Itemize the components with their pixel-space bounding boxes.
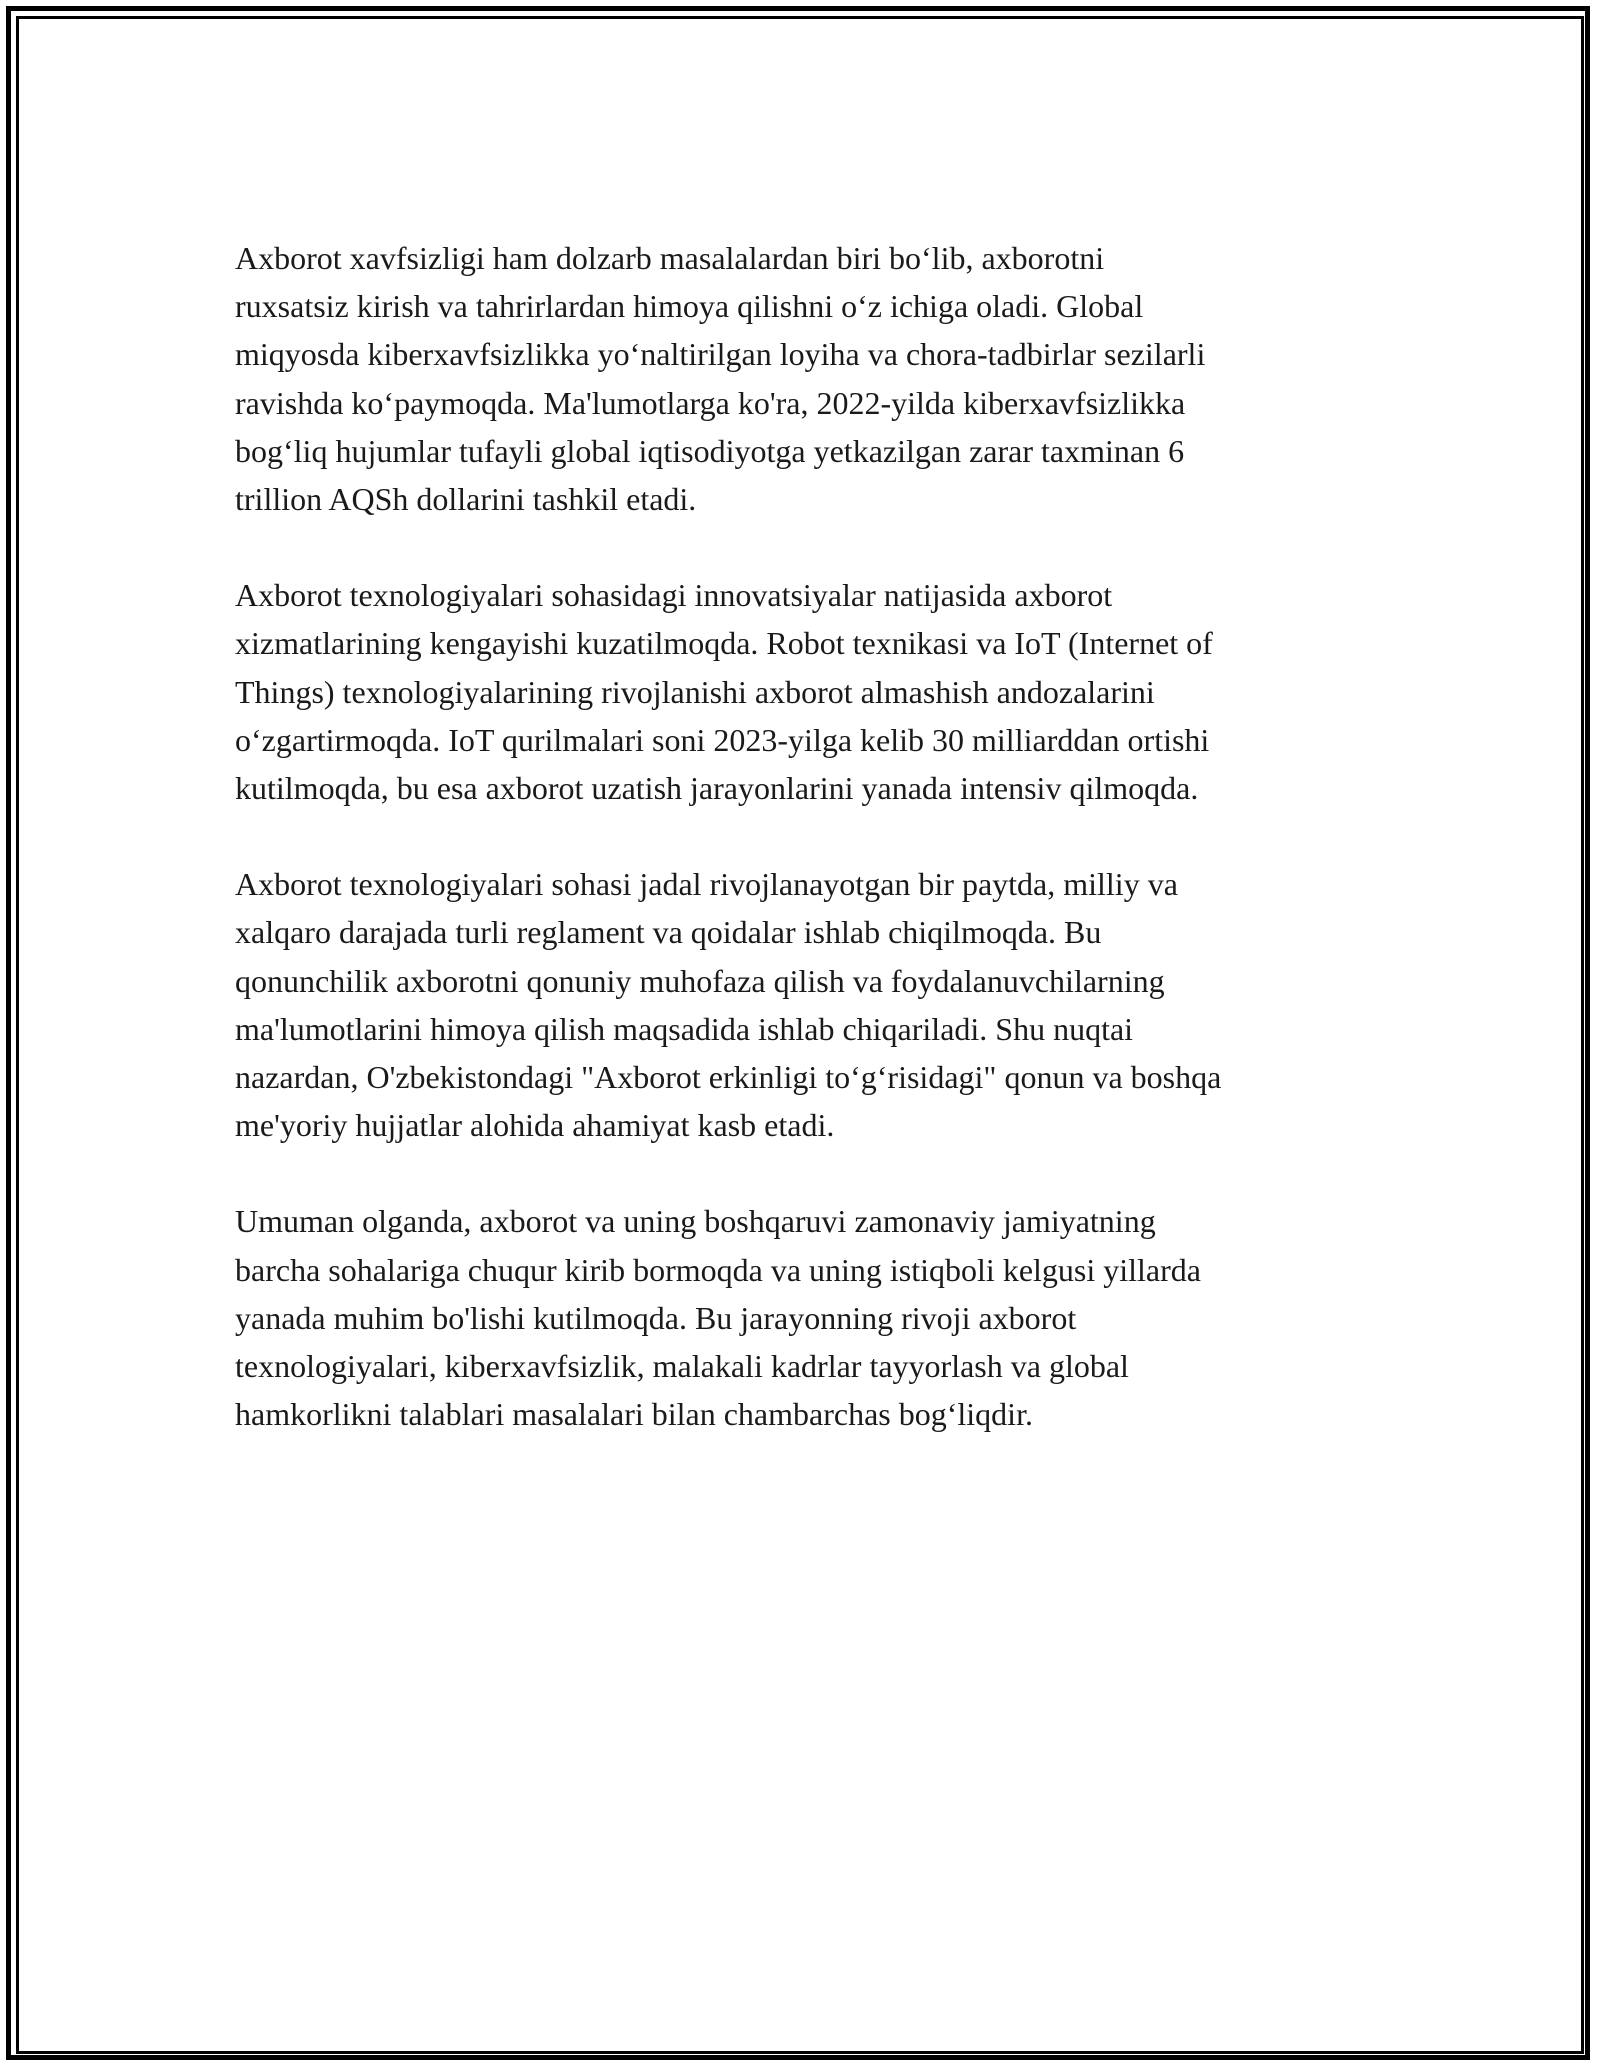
text-line: texnologiyalari, kiberxavfsizlik, malakali kadrlar tayyorlash va global — [235, 1348, 1129, 1385]
text-line: ruxsatsiz kirish va tahrirlardan himoya qilishni o‘z ichiga oladi. Global — [235, 288, 1144, 325]
text-line: Axborot texnologiyalari sohasi jadal rivojlanayotgan bir paytda, milliy va — [235, 866, 1178, 903]
document-body — [235, 234, 1370, 1486]
text-line: kutilmoqda, bu esa axborot uzatish jarayonlarini yanada intensiv qilmoqda. — [235, 770, 1199, 807]
paragraph-regulations — [235, 860, 1370, 1149]
text-line: ravishda ko‘paymoqda. Ma'lumotlarga ko'ra, 2022-yilda kiberxavfsizlikka — [235, 384, 1186, 421]
paragraph-conclusion — [235, 1197, 1370, 1438]
text-line: Axborot texnologiyalari sohasidagi innovatsiyalar natijasida axborot — [235, 577, 1113, 614]
text-line: qonunchilik axborotni qonuniy muhofaza qilish va foydalanuvchilarning — [235, 962, 1165, 999]
text-line: xizmatlarining kengayishi kuzatilmoqda. Robot texnikasi va IoT (Internet of — [235, 625, 1213, 662]
paragraph-information-security — [235, 234, 1370, 523]
text-line: barcha sohalariga chuqur kirib bormoqda va uning istiqboli kelgusi yillarda — [235, 1251, 1201, 1288]
text-line: o‘zgartirmoqda. IoT qurilmalari soni 2023-yilga kelib 30 milliarddan ortishi — [235, 721, 1210, 758]
text-line: me'yoriy hujjatlar alohida ahamiyat kasb etadi. — [235, 1107, 835, 1144]
text-line: Umuman olganda, axborot va uning boshqaruvi zamonaviy jamiyatning — [235, 1203, 1156, 1240]
text-line: Things) texnologiyalarining rivojlanishi axborot almashish andozalarini — [235, 673, 1155, 710]
text-line: miqyosda kiberxavfsizlikka yo‘naltirilgan loyiha va chora-tadbirlar sezilarli — [235, 336, 1206, 373]
paragraph-it-innovations — [235, 571, 1370, 812]
text-line: hamkorlikni talablari masalalari bilan chambarchas bog‘liqdir. — [235, 1396, 1033, 1433]
text-line: xalqaro darajada turli reglament va qoidalar ishlab chiqilmoqda. Bu — [235, 914, 1102, 951]
text-line: bog‘liq hujumlar tufayli global iqtisodiyotga yetkazilgan zarar taxminan 6 — [235, 432, 1185, 469]
text-line: trillion AQSh dollarini tashkil etadi. — [235, 481, 697, 518]
text-line: ma'lumotlarini himoya qilish maqsadida ishlab chiqariladi. Shu nuqtai — [235, 1010, 1134, 1047]
text-line: Axborot xavfsizligi ham dolzarb masalalardan biri bo‘lib, axborotni — [235, 240, 1105, 276]
text-line: yanada muhim bo'lishi kutilmoqda. Bu jarayonning rivoji axborot — [235, 1299, 1077, 1336]
text-line: nazardan, O'zbekistondagi "Axborot erkinligi to‘g‘risidagi" qonun va boshqa — [235, 1059, 1222, 1096]
